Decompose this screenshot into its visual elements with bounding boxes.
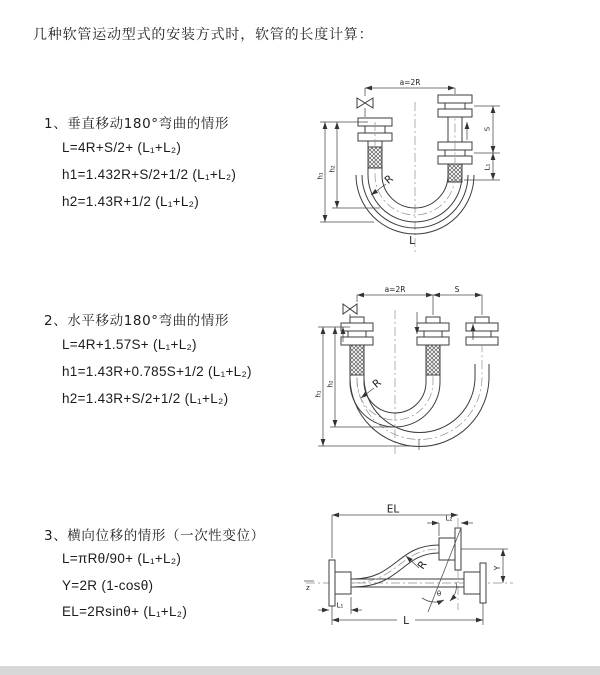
displaced-flange [439, 528, 461, 570]
h2-label: h₂ [326, 380, 335, 388]
section-3-formula-Y: Y=2R (1-cosθ) [62, 578, 154, 593]
dimension-span [365, 78, 455, 96]
l-label: L [403, 615, 409, 627]
r-label: R [382, 172, 396, 187]
hose-u-bend-position-2 [350, 345, 489, 450]
section-1-heading: 1、垂直移动180°弯曲的情形 [44, 116, 230, 132]
s-label: S [454, 285, 460, 294]
dimension-l1 [318, 597, 362, 614]
l2-label: L₂ [445, 514, 453, 523]
l1-label: L₁ [483, 163, 492, 171]
section-2-formula-L: L=4R+1.57S+ (L₁+L₂) [62, 337, 197, 352]
h1-label: h₁ [314, 390, 323, 398]
shifted-hose-end [466, 317, 498, 345]
valve-icon [357, 98, 373, 117]
r-label: R [370, 376, 384, 391]
y-label: Y [493, 565, 502, 571]
dimension-l2 [427, 515, 473, 537]
r-label: R [415, 558, 430, 572]
section-1-formula-h1: h1=1.432R+S/2+1/2 (L₁+L₂) [62, 167, 237, 182]
straight-pipe-original-position [351, 563, 486, 603]
scan-edge [0, 666, 600, 675]
theta-label: θ [436, 590, 442, 598]
left-flange [329, 560, 351, 606]
el-label: EL [386, 503, 400, 516]
section-3-formula-EL: EL=2Rsinθ+ (L₁+L₂) [62, 604, 188, 619]
span-label: a=2R [399, 78, 421, 87]
diagram-horizontal-180-bend [312, 282, 584, 458]
section-2-heading: 2、水平移动180°弯曲的情形 [44, 313, 230, 329]
h2-label: h₂ [328, 165, 337, 173]
diagram-vertical-180-bend [312, 72, 570, 258]
section-2-formula-h2: h2=1.43R+S/2+1/2 (L₁+L₂) [62, 391, 229, 406]
length-label: L [409, 235, 415, 247]
section-2-formula-h1: h1=1.43R+0.785S+1/2 (L₁+L₂) [62, 364, 252, 379]
dimension-span [357, 285, 482, 315]
section-3-formula-L: L=πRθ/90+ (L₁+L₂) [62, 551, 182, 566]
l1-label: L₁ [336, 601, 344, 610]
z-label: z [306, 584, 310, 592]
section-1-formula-L: L=4R+S/2+ (L₁+L₂) [62, 140, 182, 155]
section-1-formula-h2: h2=1.43R+1/2 (L₁+L₂) [62, 194, 200, 209]
diagram-lateral-offset [298, 503, 590, 646]
section-3-heading: 3、横向位移的情形（一次性变位） [44, 528, 265, 544]
dimension-l [332, 603, 483, 627]
radius-callout [406, 556, 430, 572]
h1-label: h₁ [316, 172, 325, 180]
span-label: a=2R [384, 285, 406, 294]
s-label: S [483, 126, 492, 132]
page-title: 几种软管运动型式的安装方式时，软管的长度计算： [33, 27, 374, 43]
